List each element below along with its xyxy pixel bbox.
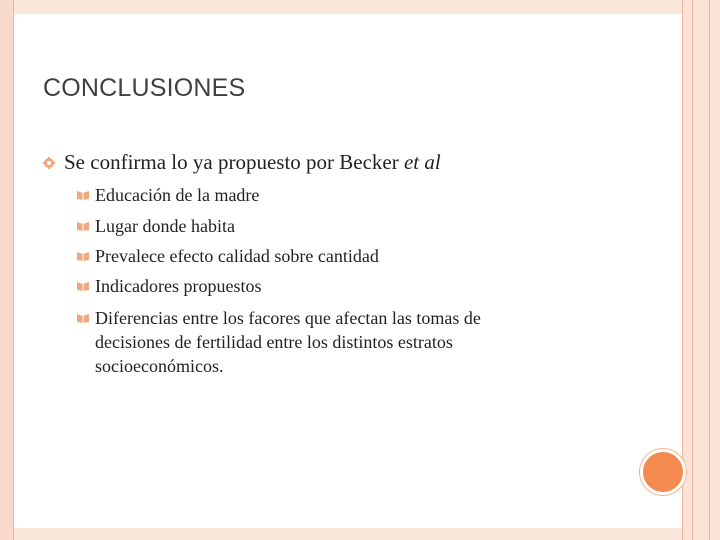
sub-bullet-point [76, 183, 556, 207]
frame-right-border [682, 0, 720, 540]
book-bullet-icon [76, 190, 90, 200]
frame-bottom-border [14, 528, 682, 540]
sub-bullet-point [76, 214, 556, 238]
sub-point-text: Educación de la madre [95, 185, 260, 205]
gear-bullet-icon [43, 157, 55, 169]
sub-bullet-point [76, 274, 556, 298]
sub-point-text: Prevalece efecto calidad sobre cantidad [95, 246, 379, 266]
sub-point-text: Lugar donde habita [95, 216, 235, 236]
book-bullet-icon [76, 221, 90, 231]
sub-point-text: Diferencias entre los facores que afectan las tomas de decisiones de fertilidad entre los distintos estratos socioeconómicos. [95, 308, 481, 376]
decorative-circle [640, 449, 686, 495]
main-point-text: Se confirma lo ya propuesto por Becker [64, 150, 404, 174]
frame-left-line [13, 0, 14, 540]
main-point-emphasis: et al [403, 150, 441, 174]
sub-bullet-point [76, 244, 556, 268]
book-bullet-icon [76, 251, 90, 261]
frame-right-line [709, 0, 710, 540]
sub-point-text: Indicadores propuestos [95, 276, 262, 296]
frame-right-line [692, 0, 693, 540]
frame-left-border [0, 0, 13, 540]
sub-bullet-point [76, 306, 556, 378]
book-bullet-icon [76, 281, 90, 291]
frame-top-border [14, 0, 682, 14]
book-bullet-icon [76, 313, 90, 323]
slide-title: CONCLUSIONES [43, 74, 246, 102]
